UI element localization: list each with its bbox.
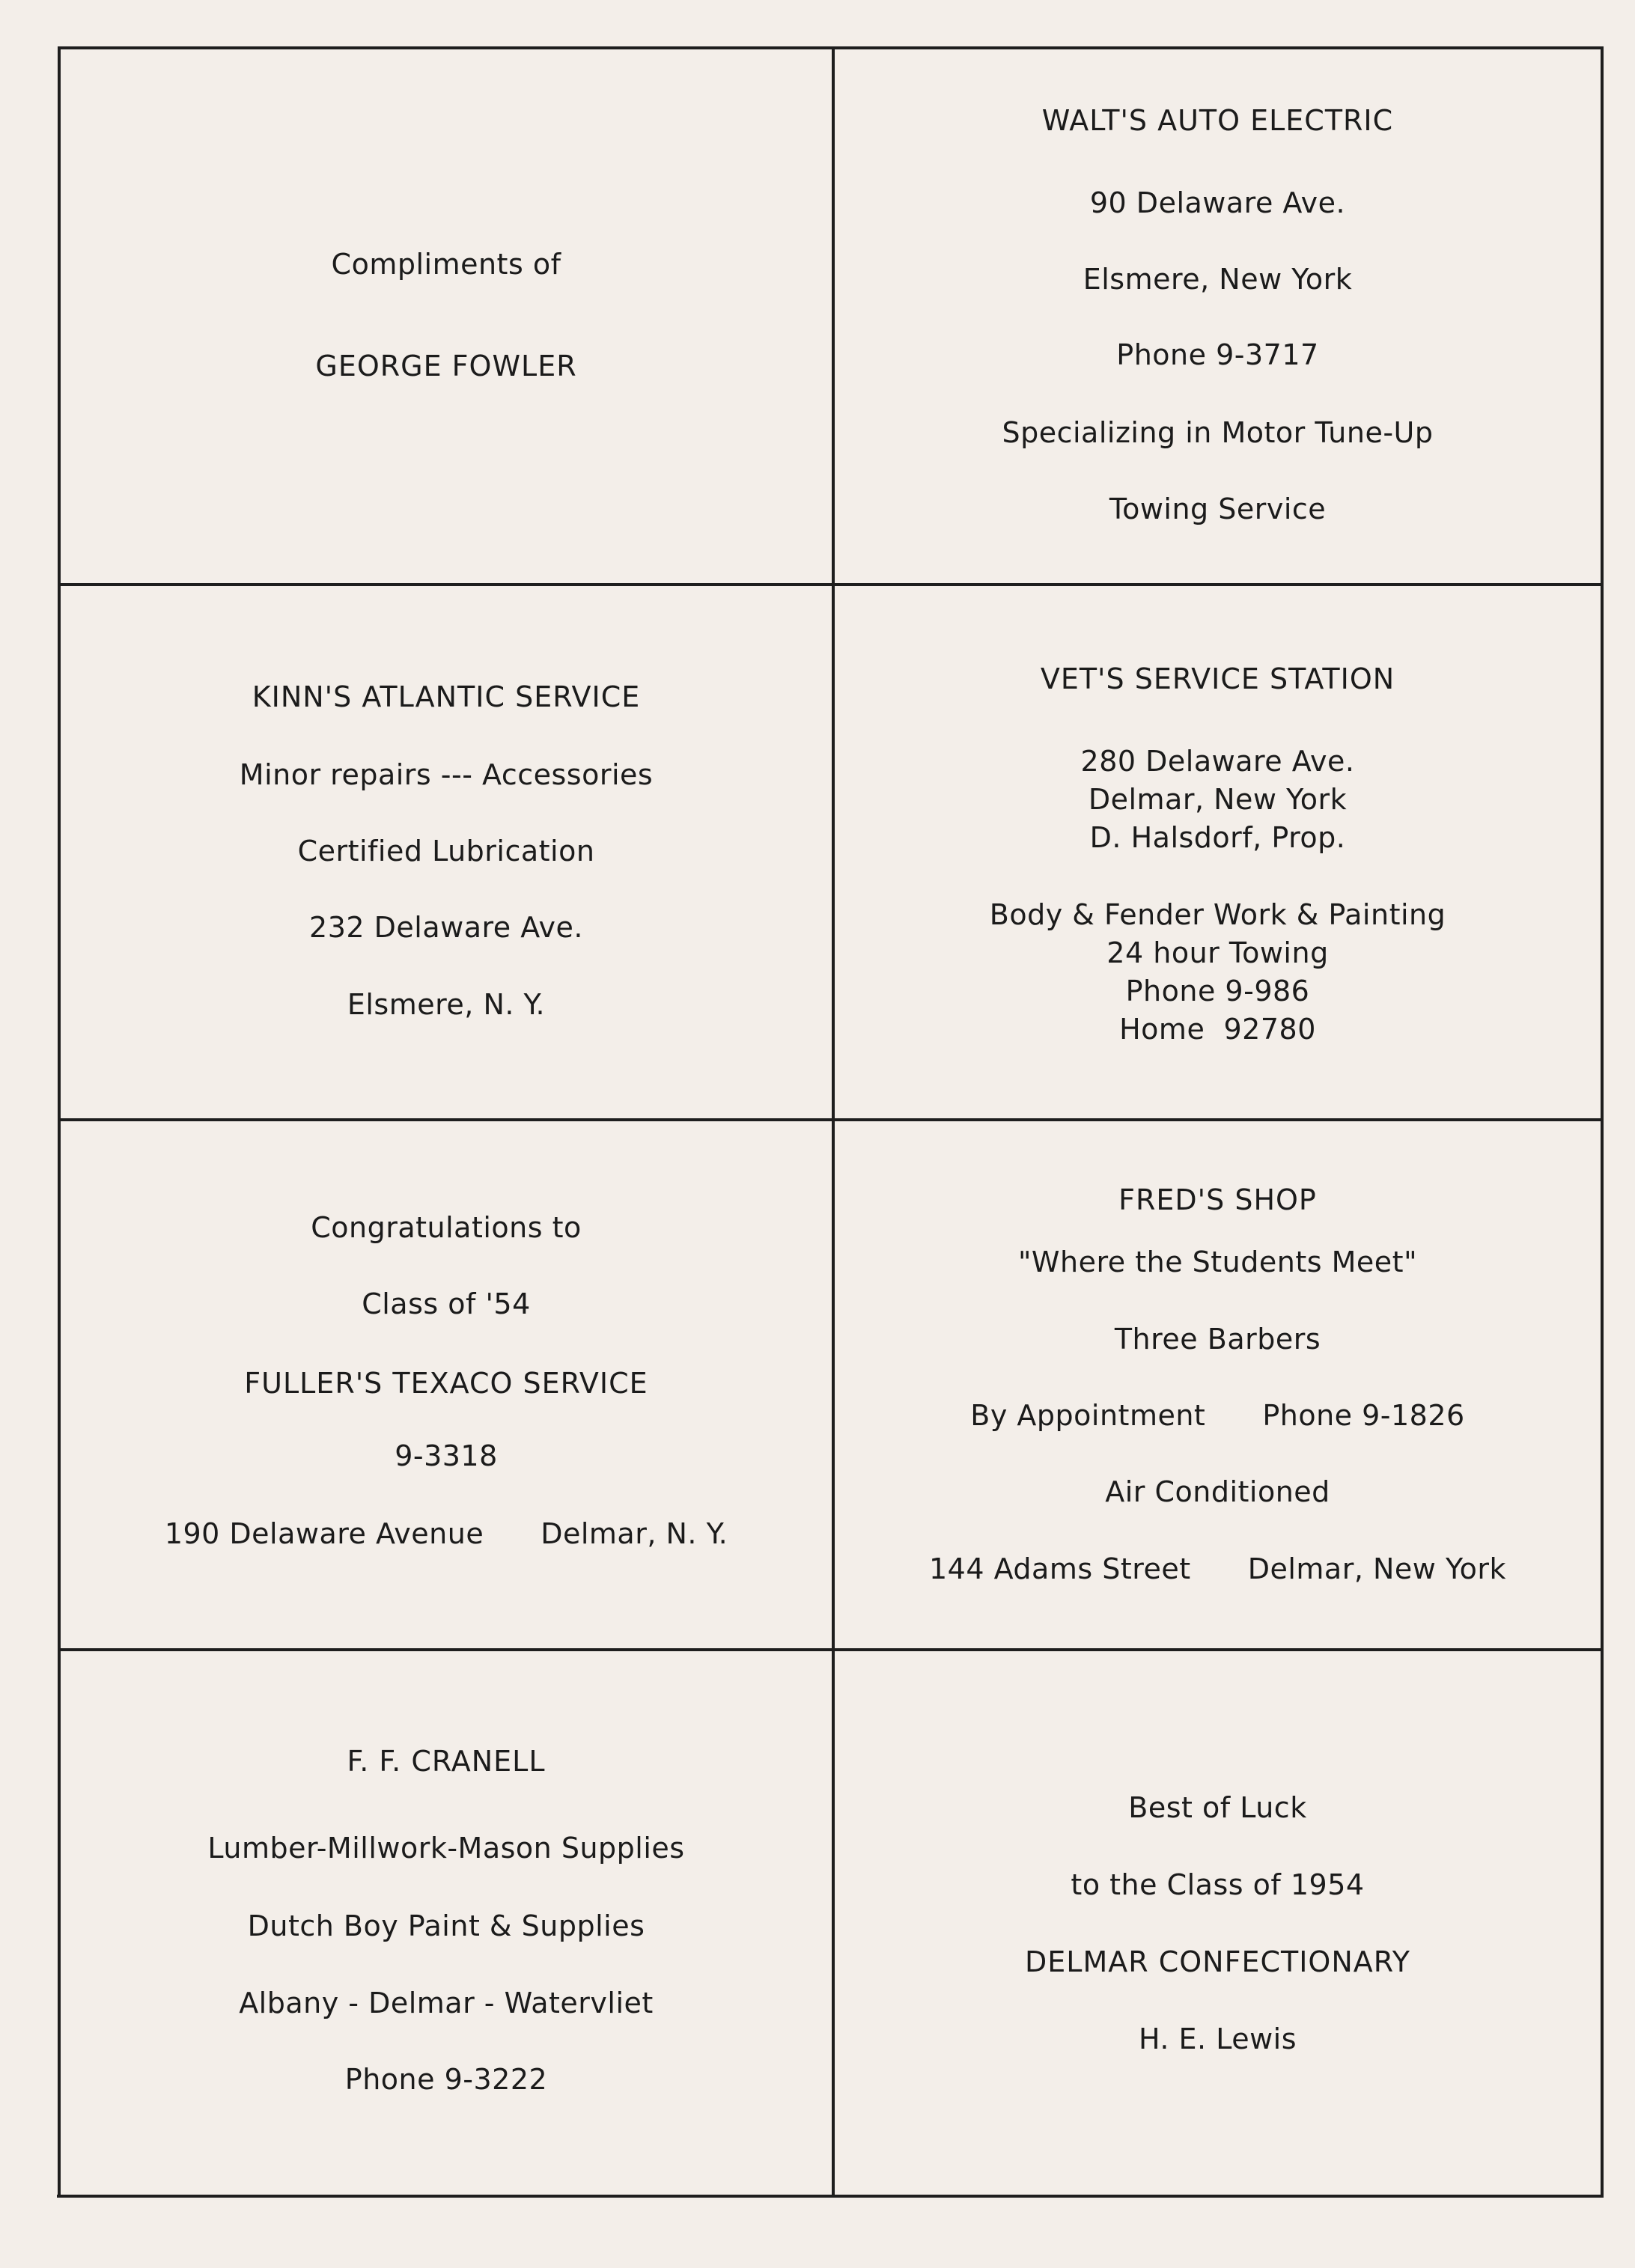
ad-business-name: FULLER'S TEXACO SERVICE xyxy=(244,1367,648,1400)
ad-line: Elsmere, N. Y. xyxy=(347,988,546,1021)
ad-line: Best of Luck xyxy=(1128,1791,1307,1824)
ad-line: Three Barbers xyxy=(1114,1323,1321,1356)
ad-line: Congratulations to xyxy=(311,1211,582,1244)
ad-line: Elsmere, New York xyxy=(1083,263,1353,296)
ad-line: Delmar, New York xyxy=(1088,783,1348,816)
ad-business-name: VET'S SERVICE STATION xyxy=(1040,662,1395,695)
ad-line: Towing Service xyxy=(1109,493,1327,525)
ad-business-name: GEORGE FOWLER xyxy=(315,350,577,382)
ad-line: Phone 9-3717 xyxy=(1116,338,1319,371)
ad-line: 280 Delaware Ave. xyxy=(1080,745,1355,778)
ad-line: Home 92780 xyxy=(1119,1013,1316,1046)
ad-line: Dutch Boy Paint & Supplies xyxy=(247,1909,645,1942)
ad-street: 144 Adams Street xyxy=(929,1552,1191,1585)
ad-line: Body & Fender Work & Painting xyxy=(989,898,1446,931)
ad-line: 232 Delaware Ave. xyxy=(309,911,583,944)
ad-line: Minor repairs --- Accessories xyxy=(239,758,654,791)
ad-line: 90 Delaware Ave. xyxy=(1089,186,1346,219)
ad-line: Phone 9-986 xyxy=(1125,975,1310,1008)
ad-business-name: KINN'S ATLANTIC SERVICE xyxy=(252,680,641,713)
ad-line: 24 hour Towing xyxy=(1106,936,1329,969)
ad-line: Compliments of xyxy=(331,248,561,281)
ad-line: Air Conditioned xyxy=(1105,1475,1330,1508)
ad-business-name: WALT'S AUTO ELECTRIC xyxy=(1041,104,1394,137)
ad-street: 190 Delaware Avenue xyxy=(164,1517,484,1550)
ad-delmar-confectionary xyxy=(835,0,1601,2268)
ad-business-name: DELMAR CONFECTIONARY xyxy=(1025,1945,1410,1978)
ad-business-name: FRED'S SHOP xyxy=(1118,1183,1317,1216)
ad-line: to the Class of 1954 xyxy=(1071,1868,1365,1901)
ad-business-name: F. F. CRANELL xyxy=(347,1745,546,1778)
ad-city: Delmar, New York xyxy=(1247,1552,1506,1585)
ad-line: Class of '54 xyxy=(362,1287,531,1320)
ad-slogan: "Where the Students Meet" xyxy=(1017,1246,1418,1278)
ad-appointment: By Appointment xyxy=(970,1399,1206,1432)
ad-ff-cranell xyxy=(61,0,832,2268)
ad-phone: Phone 9-3222 xyxy=(344,2063,548,2096)
ad-line: Albany - Delmar - Watervliet xyxy=(239,1987,654,2019)
ad-line: D. Halsdorf, Prop. xyxy=(1089,821,1346,854)
ad-city: Delmar, N. Y. xyxy=(541,1517,728,1550)
grid-right-border xyxy=(1601,46,1604,2198)
ad-line: Specializing in Motor Tune-Up xyxy=(1002,416,1434,449)
ad-phone: 9-3318 xyxy=(395,1439,498,1472)
ad-line: Certified Lubrication xyxy=(297,835,595,868)
ad-line: H. E. Lewis xyxy=(1138,2022,1297,2055)
ad-phone: Phone 9-1826 xyxy=(1262,1399,1465,1432)
ad-line: Lumber-Millwork-Mason Supplies xyxy=(207,1832,685,1865)
